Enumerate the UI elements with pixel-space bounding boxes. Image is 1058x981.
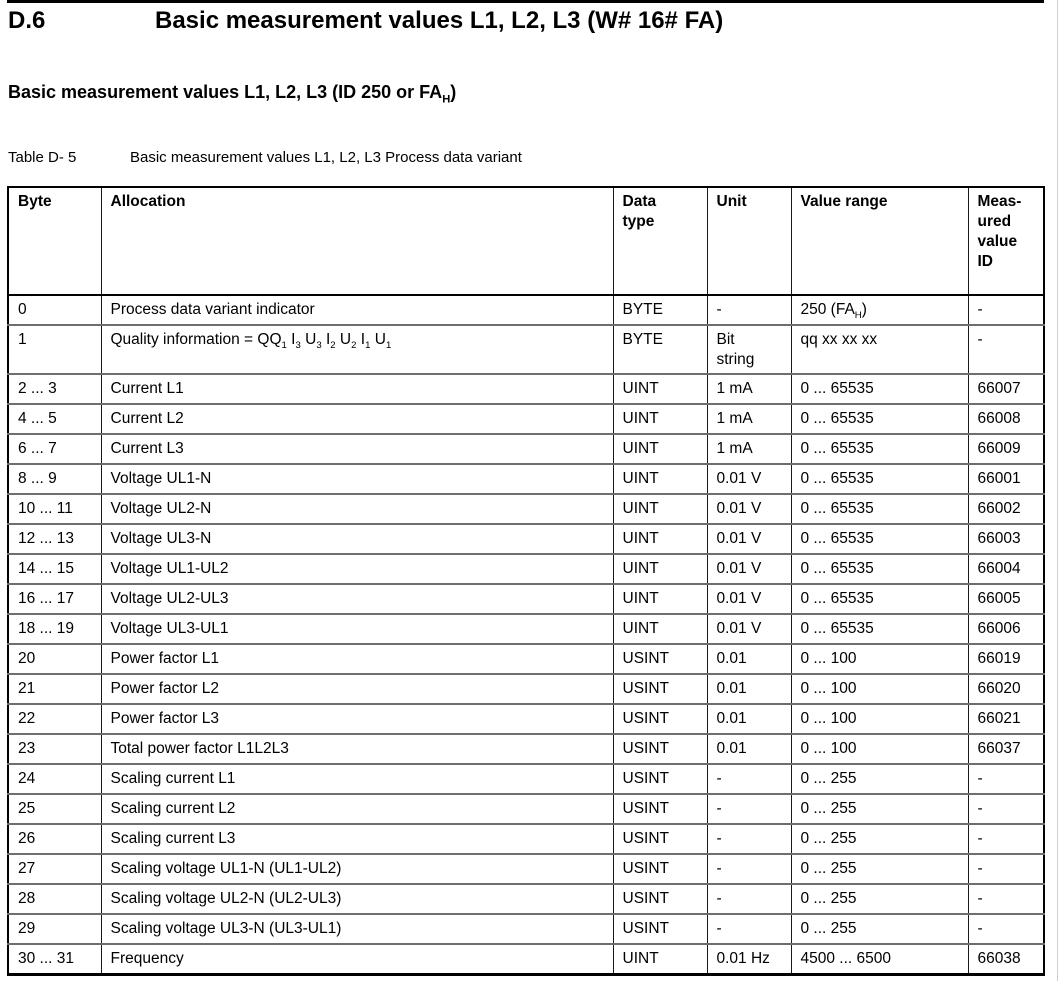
cell-allocation: Current L3 xyxy=(101,434,613,464)
cell-measured-value-id: 66008 xyxy=(968,404,1044,434)
cell-unit: 0.01 V xyxy=(707,584,791,614)
cell-allocation: Quality information = $QQ_1$ $I_3$ $U_3$ $I_2$ $U_2$ $I_1$ $U_1$ xyxy=(101,325,613,374)
process-data-variant-table xyxy=(7,186,1045,976)
column-header-unit: Unit xyxy=(707,187,791,295)
cell-measured-value-id: 66006 xyxy=(968,614,1044,644)
cell-unit: 1 mA xyxy=(707,404,791,434)
table-row xyxy=(8,854,1044,884)
cell-allocation: Scaling voltage UL2-N (UL2-UL3) xyxy=(101,884,613,914)
table-row xyxy=(8,914,1044,944)
cell-data-type: USINT xyxy=(613,794,707,824)
cell-byte: 26 xyxy=(8,824,101,854)
cell-value-range: 0 ... 65535 xyxy=(791,494,968,524)
cell-unit: 1 mA xyxy=(707,374,791,404)
table-row xyxy=(8,464,1044,494)
table-row xyxy=(8,524,1044,554)
column-header-allocation: Allocation xyxy=(101,187,613,295)
subsection-title: Basic measurement values L1, L2, L3 (ID 250 or $FA_H$) xyxy=(8,82,457,106)
cell-data-type: USINT xyxy=(613,764,707,794)
cell-byte: 20 xyxy=(8,644,101,674)
cell-byte: 16 ... 17 xyxy=(8,584,101,614)
table-row xyxy=(8,764,1044,794)
cell-byte: 25 xyxy=(8,794,101,824)
cell-measured-value-id: 66007 xyxy=(968,374,1044,404)
cell-value-range: 0 ... 255 xyxy=(791,914,968,944)
cell-value-range: 4500 ... 6500 xyxy=(791,944,968,974)
cell-data-type: UINT xyxy=(613,494,707,524)
cell-unit: 0.01 xyxy=(707,674,791,704)
table-row xyxy=(8,674,1044,704)
cell-data-type: USINT xyxy=(613,854,707,884)
cell-value-range: 0 ... 65535 xyxy=(791,374,968,404)
table-caption xyxy=(8,149,522,166)
cell-byte: 18 ... 19 xyxy=(8,614,101,644)
cell-value-range: 0 ... 255 xyxy=(791,854,968,884)
cell-allocation: Scaling current L1 xyxy=(101,764,613,794)
cell-data-type: USINT xyxy=(613,674,707,704)
cell-value-range: 0 ... 65535 xyxy=(791,614,968,644)
cell-allocation: Voltage UL2-N xyxy=(101,494,613,524)
cell-data-type: UINT xyxy=(613,464,707,494)
cell-allocation: Scaling voltage UL1-N (UL1-UL2) xyxy=(101,854,613,884)
cell-allocation: Total power factor L1L2L3 xyxy=(101,734,613,764)
cell-byte: 28 xyxy=(8,884,101,914)
cell-byte: 8 ... 9 xyxy=(8,464,101,494)
cell-value-range: 0 ... 65535 xyxy=(791,404,968,434)
cell-measured-value-id: 66001 xyxy=(968,464,1044,494)
cell-allocation: Power factor L3 xyxy=(101,704,613,734)
table-row xyxy=(8,404,1044,434)
cell-unit: 0.01 V xyxy=(707,614,791,644)
cell-data-type: UINT xyxy=(613,584,707,614)
cell-measured-value-id: - xyxy=(968,914,1044,944)
cell-byte: 6 ... 7 xyxy=(8,434,101,464)
cell-measured-value-id: - xyxy=(968,854,1044,884)
cell-measured-value-id: - xyxy=(968,295,1044,325)
cell-data-type: USINT xyxy=(613,704,707,734)
cell-data-type: BYTE xyxy=(613,295,707,325)
table-row xyxy=(8,614,1044,644)
cell-allocation: Power factor L1 xyxy=(101,644,613,674)
column-header-measured-value-id: Meas- ured value ID xyxy=(968,187,1044,295)
cell-unit: 0.01 xyxy=(707,704,791,734)
cell-value-range: 0 ... 100 xyxy=(791,674,968,704)
cell-value-range: 250 $(FA_H)$ xyxy=(791,295,968,325)
cell-data-type: USINT xyxy=(613,884,707,914)
cell-unit: 0.01 V xyxy=(707,554,791,584)
cell-measured-value-id: 66038 xyxy=(968,944,1044,974)
column-header-data-type: Data type xyxy=(613,187,707,295)
cell-unit: 0.01 Hz xyxy=(707,944,791,974)
cell-unit: 0.01 V xyxy=(707,494,791,524)
cell-measured-value-id: 66021 xyxy=(968,704,1044,734)
cell-byte: 30 ... 31 xyxy=(8,944,101,974)
column-header-value-range: Value range xyxy=(791,187,968,295)
cell-data-type: USINT xyxy=(613,734,707,764)
cell-allocation: Voltage UL1-N xyxy=(101,464,613,494)
table-row xyxy=(8,295,1044,325)
cell-measured-value-id: 66009 xyxy=(968,434,1044,464)
table-row xyxy=(8,884,1044,914)
cell-measured-value-id: 66005 xyxy=(968,584,1044,614)
table-row xyxy=(8,554,1044,584)
cell-unit: - xyxy=(707,854,791,884)
table-row xyxy=(8,584,1044,614)
cell-data-type: UINT xyxy=(613,524,707,554)
cell-value-range: 0 ... 100 xyxy=(791,704,968,734)
cell-byte: 27 xyxy=(8,854,101,884)
cell-value-range: 0 ... 65535 xyxy=(791,434,968,464)
cell-allocation: Current L1 xyxy=(101,374,613,404)
cell-measured-value-id: 66003 xyxy=(968,524,1044,554)
cell-measured-value-id: - xyxy=(968,794,1044,824)
table-body xyxy=(8,295,1044,974)
cell-allocation: Scaling current L2 xyxy=(101,794,613,824)
cell-data-type: USINT xyxy=(613,824,707,854)
cell-data-type: USINT xyxy=(613,644,707,674)
cell-measured-value-id: - xyxy=(968,764,1044,794)
table-row xyxy=(8,944,1044,974)
section-divider-rule xyxy=(7,0,1044,3)
cell-allocation: Current L2 xyxy=(101,404,613,434)
table-caption-text: Basic measurement values L1, L2, L3 Process data variant xyxy=(130,149,522,166)
cell-data-type: USINT xyxy=(613,914,707,944)
cell-measured-value-id: - xyxy=(968,884,1044,914)
table-row xyxy=(8,494,1044,524)
table-row xyxy=(8,434,1044,464)
cell-unit: - xyxy=(707,884,791,914)
section-heading xyxy=(8,7,723,35)
cell-unit: - xyxy=(707,914,791,944)
cell-allocation: Voltage UL3-UL1 xyxy=(101,614,613,644)
cell-byte: 10 ... 11 xyxy=(8,494,101,524)
cell-value-range: 0 ... 65535 xyxy=(791,464,968,494)
table-row xyxy=(8,644,1044,674)
cell-value-range: 0 ... 100 xyxy=(791,644,968,674)
cell-measured-value-id: - xyxy=(968,325,1044,374)
cell-data-type: UINT xyxy=(613,374,707,404)
cell-byte: 4 ... 5 xyxy=(8,404,101,434)
cell-value-range: 0 ... 65535 xyxy=(791,524,968,554)
table-row xyxy=(8,704,1044,734)
cell-unit: - xyxy=(707,794,791,824)
table-header-row xyxy=(8,187,1044,295)
cell-measured-value-id: 66019 xyxy=(968,644,1044,674)
cell-value-range: 0 ... 100 xyxy=(791,734,968,764)
cell-byte: 12 ... 13 xyxy=(8,524,101,554)
cell-allocation: Frequency xyxy=(101,944,613,974)
cell-measured-value-id: 66020 xyxy=(968,674,1044,704)
cell-measured-value-id: - xyxy=(968,824,1044,854)
cell-byte: 21 xyxy=(8,674,101,704)
cell-byte: 24 xyxy=(8,764,101,794)
table-row xyxy=(8,794,1044,824)
cell-value-range: qq xx xx xx xyxy=(791,325,968,374)
cell-allocation: Power factor L2 xyxy=(101,674,613,704)
cell-data-type: UINT xyxy=(613,554,707,584)
cell-data-type: UINT xyxy=(613,944,707,974)
cell-value-range: 0 ... 65535 xyxy=(791,554,968,584)
cell-allocation: Scaling current L3 xyxy=(101,824,613,854)
cell-data-type: UINT xyxy=(613,434,707,464)
cell-byte: 14 ... 15 xyxy=(8,554,101,584)
cell-measured-value-id: 66002 xyxy=(968,494,1044,524)
cell-value-range: 0 ... 65535 xyxy=(791,584,968,614)
section-title: Basic measurement values L1, L2, L3 (W# 16# FA) xyxy=(155,7,724,34)
cell-unit: - xyxy=(707,295,791,325)
table-caption-label: Table D- 5 xyxy=(8,149,77,166)
cell-byte: 1 xyxy=(8,325,101,374)
cell-allocation: Voltage UL2-UL3 xyxy=(101,584,613,614)
cell-value-range: 0 ... 255 xyxy=(791,794,968,824)
cell-allocation: Scaling voltage UL3-N (UL3-UL1) xyxy=(101,914,613,944)
table-row xyxy=(8,325,1044,374)
cell-unit: - xyxy=(707,824,791,854)
table-row xyxy=(8,734,1044,764)
cell-value-range: 0 ... 255 xyxy=(791,764,968,794)
cell-byte: 29 xyxy=(8,914,101,944)
cell-byte: 23 xyxy=(8,734,101,764)
cell-unit: 1 mA xyxy=(707,434,791,464)
cell-allocation: Process data variant indicator xyxy=(101,295,613,325)
cell-unit: - xyxy=(707,764,791,794)
cell-allocation: Voltage UL3-N xyxy=(101,524,613,554)
cell-byte: 2 ... 3 xyxy=(8,374,101,404)
cell-byte: 0 xyxy=(8,295,101,325)
table-row xyxy=(8,824,1044,854)
cell-value-range: 0 ... 255 xyxy=(791,884,968,914)
cell-value-range: 0 ... 255 xyxy=(791,824,968,854)
cell-byte: 22 xyxy=(8,704,101,734)
cell-unit: Bit string xyxy=(707,325,791,374)
cell-allocation: Voltage UL1-UL2 xyxy=(101,554,613,584)
cell-data-type: UINT xyxy=(613,614,707,644)
cell-data-type: UINT xyxy=(613,404,707,434)
cell-unit: 0.01 V xyxy=(707,524,791,554)
cell-unit: 0.01 xyxy=(707,644,791,674)
section-number: D.6 xyxy=(8,7,46,34)
column-header-byte: Byte xyxy=(8,187,101,295)
cell-unit: 0.01 xyxy=(707,734,791,764)
cell-measured-value-id: 66004 xyxy=(968,554,1044,584)
cell-measured-value-id: 66037 xyxy=(968,734,1044,764)
table-row xyxy=(8,374,1044,404)
cell-unit: 0.01 V xyxy=(707,464,791,494)
cell-data-type: BYTE xyxy=(613,325,707,374)
